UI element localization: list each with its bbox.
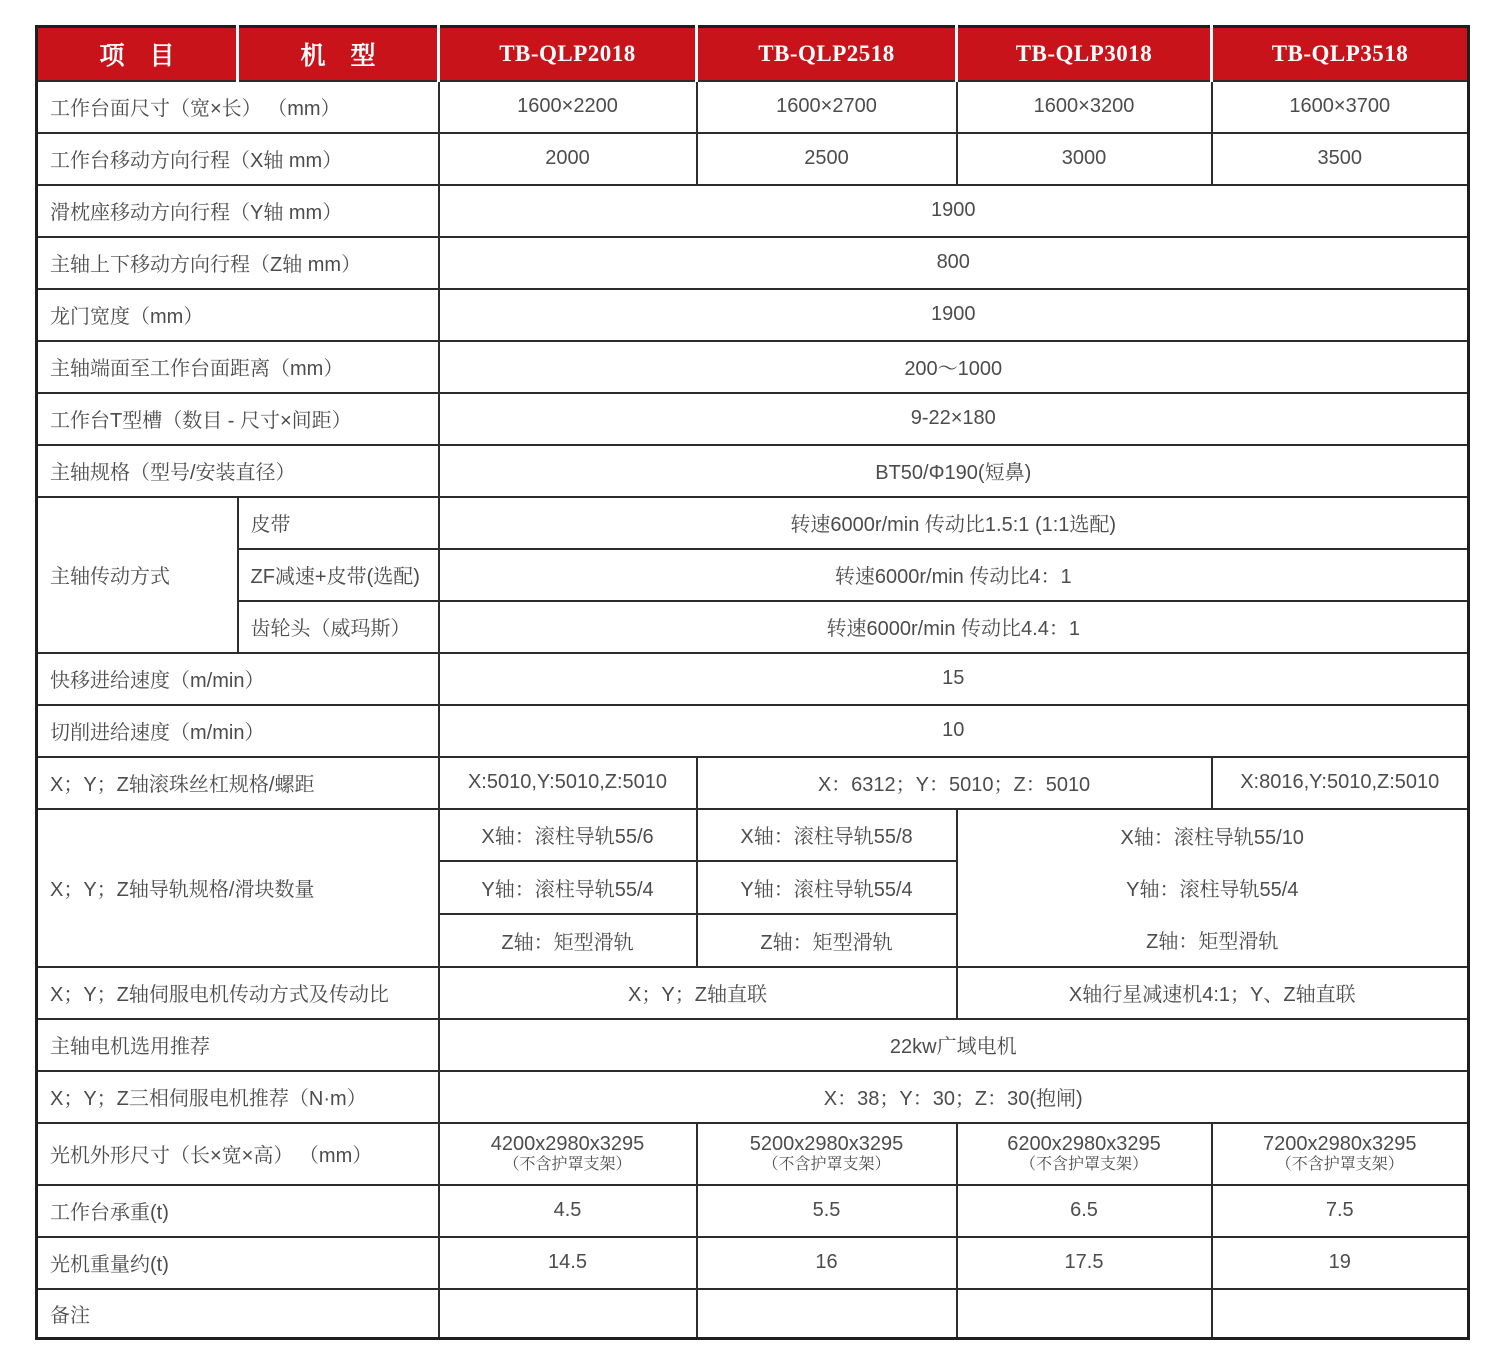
spec-value: 17.5 bbox=[957, 1237, 1212, 1289]
spec-value: 16 bbox=[697, 1237, 957, 1289]
spec-value: 1900 bbox=[439, 185, 1469, 237]
spec-sublabel: 齿轮头（威玛斯） bbox=[238, 601, 439, 653]
table-row-transmission-belt bbox=[37, 497, 1469, 549]
spec-value: X:8016,Y:5010,Z:5010 bbox=[1212, 757, 1469, 809]
spec-label: 主轴规格（型号/安装直径） bbox=[37, 445, 439, 497]
spec-value: 3500 bbox=[1212, 133, 1469, 185]
guideway-merged-lines bbox=[958, 810, 1468, 966]
table-row-dimensions bbox=[37, 1123, 1469, 1185]
spec-value: 6.5 bbox=[957, 1185, 1212, 1237]
table-row-transmission-gearhead bbox=[37, 601, 1469, 653]
spec-value: Y轴：滚柱导轨55/4 bbox=[1126, 879, 1299, 901]
spec-label: 工作台移动方向行程（X轴 mm） bbox=[37, 133, 439, 185]
spec-value: Y轴：滚柱导轨55/4 bbox=[439, 861, 697, 914]
table-row-servo-transmission bbox=[37, 967, 1469, 1019]
spec-value bbox=[957, 1289, 1212, 1339]
header-model-tb-qlp2018: TB-QLP2018 bbox=[439, 27, 697, 81]
spec-value: Y轴：滚柱导轨55/4 bbox=[697, 861, 957, 914]
spec-label: 备注 bbox=[37, 1289, 439, 1339]
spec-value-merged bbox=[957, 809, 1469, 967]
header-model-tb-qlp2518: TB-QLP2518 bbox=[697, 27, 957, 81]
header-model: 机 型 bbox=[238, 27, 439, 81]
dimension-note: （不含护罩支架） bbox=[503, 1156, 632, 1174]
spec-value: 1600×3700 bbox=[1212, 81, 1469, 133]
header-item: 项 目 bbox=[37, 27, 238, 81]
table-row-machine-weight bbox=[37, 1237, 1469, 1289]
spec-value: X：6312；Y：5010；Z：5010 bbox=[697, 757, 1212, 809]
header-model-tb-qlp3018: TB-QLP3018 bbox=[957, 27, 1212, 81]
spec-sublabel: 皮带 bbox=[238, 497, 439, 549]
table-row-z-travel bbox=[37, 237, 1469, 289]
spec-value: 5.5 bbox=[697, 1185, 957, 1237]
table-row-servo-motor bbox=[37, 1071, 1469, 1123]
table-row-spindle-spec bbox=[37, 445, 1469, 497]
spec-value: Z轴：矩型滑轨 bbox=[439, 914, 697, 967]
spec-value bbox=[1212, 1289, 1469, 1339]
table-row-guideway-x bbox=[37, 809, 1469, 862]
spec-label: 光机重量约(t) bbox=[37, 1237, 439, 1289]
spec-label: 龙门宽度（mm） bbox=[37, 289, 439, 341]
spec-value: 3000 bbox=[957, 133, 1212, 185]
spec-label: X；Y；Z轴伺服电机传动方式及传动比 bbox=[37, 967, 439, 1019]
spec-label: 工作台面尺寸（宽×长） （mm） bbox=[37, 81, 439, 133]
spec-value: 19 bbox=[1212, 1237, 1469, 1289]
spec-value: X:5010,Y:5010,Z:5010 bbox=[439, 757, 697, 809]
spec-label: 滑枕座移动方向行程（Y轴 mm） bbox=[37, 185, 439, 237]
table-row-cutting-feed bbox=[37, 705, 1469, 757]
dimension-value: 7200x2980x3295 bbox=[1263, 1133, 1417, 1156]
table-row-x-travel bbox=[37, 133, 1469, 185]
spec-value: 转速6000r/min 传动比4：1 bbox=[439, 549, 1469, 601]
spec-table bbox=[35, 25, 1470, 1340]
header-model-tb-qlp3518: TB-QLP3518 bbox=[1212, 27, 1469, 81]
spec-value: 1900 bbox=[439, 289, 1469, 341]
spec-value: X：38；Y：30；Z：30(抱闸) bbox=[439, 1071, 1469, 1123]
spec-label: 工作台承重(t) bbox=[37, 1185, 439, 1237]
spec-value: 800 bbox=[439, 237, 1469, 289]
spec-value bbox=[957, 1123, 1212, 1185]
spec-label: 主轴上下移动方向行程（Z轴 mm） bbox=[37, 237, 439, 289]
table-row-y-travel bbox=[37, 185, 1469, 237]
spec-value: Z轴：矩型滑轨 bbox=[1146, 931, 1279, 953]
spec-value: 1600×3200 bbox=[957, 81, 1212, 133]
table-row-rapid-feed bbox=[37, 653, 1469, 705]
spec-label: 主轴端面至工作台面距离（mm） bbox=[37, 341, 439, 393]
table-row-remarks bbox=[37, 1289, 1469, 1339]
spec-value: X轴：滚柱导轨55/10 bbox=[1120, 827, 1304, 849]
dimension-note: （不含护罩支架） bbox=[1275, 1156, 1404, 1174]
table-row-table-load bbox=[37, 1185, 1469, 1237]
spec-label: 主轴传动方式 bbox=[37, 497, 238, 653]
spec-value: BT50/Φ190(短鼻) bbox=[439, 445, 1469, 497]
spec-label: 主轴电机选用推荐 bbox=[37, 1019, 439, 1071]
spec-value: 转速6000r/min 传动比4.4：1 bbox=[439, 601, 1469, 653]
dimension-value: 4200x2980x3295 bbox=[490, 1133, 645, 1156]
header-row bbox=[37, 27, 1469, 81]
spec-value: 10 bbox=[439, 705, 1469, 757]
spec-label: 快移进给速度（m/min） bbox=[37, 653, 439, 705]
spec-value: X轴：滚柱导轨55/6 bbox=[439, 809, 697, 862]
spec-label: X；Y；Z三相伺服电机推荐（N·m） bbox=[37, 1071, 439, 1123]
table-row-t-slots bbox=[37, 393, 1469, 445]
table-row-spindle-to-table bbox=[37, 341, 1469, 393]
spec-value bbox=[697, 1123, 957, 1185]
spec-value bbox=[697, 1289, 957, 1339]
spec-value: 2000 bbox=[439, 133, 697, 185]
spec-label: 切削进给速度（m/min） bbox=[37, 705, 439, 757]
table-row-gantry-width bbox=[37, 289, 1469, 341]
spec-value: Z轴：矩型滑轨 bbox=[697, 914, 957, 967]
spec-label: 工作台T型槽（数目 - 尺寸×间距） bbox=[37, 393, 439, 445]
spec-value bbox=[1212, 1123, 1469, 1185]
dimension-note: （不含护罩支架） bbox=[1019, 1156, 1148, 1174]
spec-value bbox=[439, 1123, 697, 1185]
spec-value: X轴：滚柱导轨55/8 bbox=[697, 809, 957, 862]
spec-value: 4.5 bbox=[439, 1185, 697, 1237]
spec-value: 22kw广域电机 bbox=[439, 1019, 1469, 1071]
spec-value: 200～1000 bbox=[439, 341, 1469, 393]
spec-value: 15 bbox=[439, 653, 1469, 705]
spec-label: 光机外形尺寸（长×宽×高） （mm） bbox=[37, 1123, 439, 1185]
spec-value: 转速6000r/min 传动比1.5:1 (1:1选配) bbox=[439, 497, 1469, 549]
spec-value: X；Y；Z轴直联 bbox=[439, 967, 957, 1019]
spec-value: 1600×2200 bbox=[439, 81, 697, 133]
table-row-transmission-zf bbox=[37, 549, 1469, 601]
dimension-value: 6200x2980x3295 bbox=[1007, 1133, 1161, 1156]
dimension-value: 5200x2980x3295 bbox=[749, 1133, 904, 1156]
spec-value: 7.5 bbox=[1212, 1185, 1469, 1237]
dimension-note: （不含护罩支架） bbox=[762, 1156, 891, 1174]
table-row-ballscrew bbox=[37, 757, 1469, 809]
spec-value: 1600×2700 bbox=[697, 81, 957, 133]
spec-value: 2500 bbox=[697, 133, 957, 185]
spec-label: X；Y；Z轴滚珠丝杠规格/螺距 bbox=[37, 757, 439, 809]
table-row-spindle-motor bbox=[37, 1019, 1469, 1071]
spec-label: X；Y；Z轴导轨规格/滑块数量 bbox=[37, 809, 439, 967]
spec-value bbox=[439, 1289, 697, 1339]
spec-value: 9-22×180 bbox=[439, 393, 1469, 445]
spec-sublabel: ZF减速+皮带(选配) bbox=[238, 549, 439, 601]
spec-value: X轴行星减速机4:1；Y、Z轴直联 bbox=[957, 967, 1469, 1019]
table-row-worktable-size bbox=[37, 81, 1469, 133]
spec-value: 14.5 bbox=[439, 1237, 697, 1289]
